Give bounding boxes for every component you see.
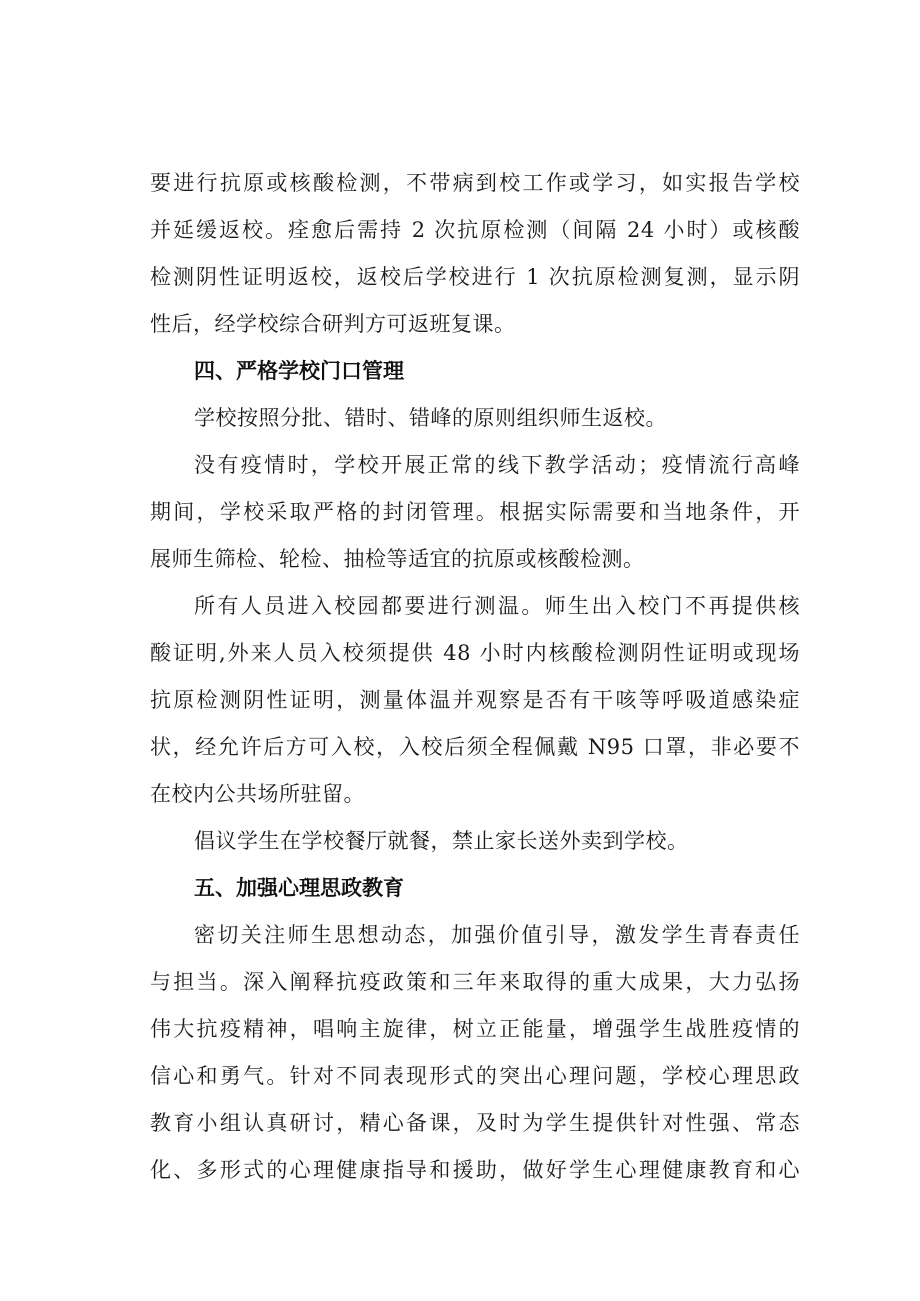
paragraph-line: 酸证明,外来人员入校须提供 48 小时内核酸检测阴性证明或现场	[150, 641, 800, 665]
paragraph-line: 信心和勇气。针对不同表现形式的突出心理问题，学校心理思政	[150, 1064, 800, 1088]
paragraph-line: 化、多形式的心理健康指导和援助，做好学生心理健康教育和心	[150, 1158, 800, 1182]
section-heading-5: 五、加强心理思政教育	[194, 876, 404, 900]
paragraph-line: 所有人员进入校园都要进行测温。师生出入校门不再提供核	[194, 594, 800, 618]
paragraph-line: 要进行抗原或核酸检测，不带病到校工作或学习，如实报告学校	[150, 171, 800, 195]
paragraph-line: 与担当。深入阐释抗疫政策和三年来取得的重大成果，大力弘扬	[150, 970, 800, 994]
paragraph-line: 检测阴性证明返校，返校后学校进行 1 次抗原检测复测，显示阴	[150, 265, 800, 289]
paragraph-line: 期间，学校采取严格的封闭管理。根据实际需要和当地条件，开	[150, 500, 800, 524]
paragraph-line: 学校按照分批、错时、错峰的原则组织师生返校。	[194, 406, 667, 430]
paragraph-line: 没有疫情时，学校开展正常的线下教学活动；疫情流行高峰	[194, 453, 800, 477]
document-body	[150, 160, 800, 1194]
paragraph-line: 密切关注师生思想动态，加强价值引导，激发学生青春责任	[194, 923, 800, 947]
paragraph-line: 倡议学生在学校餐厅就餐，禁止家长送外卖到学校。	[194, 829, 689, 853]
paragraph-line: 抗原检测阴性证明，测量体温并观察是否有干咳等呼吸道感染症	[150, 688, 800, 712]
paragraph-line: 在校内公共场所驻留。	[150, 782, 365, 806]
paragraph-line: 教育小组认真研讨，精心备课，及时为学生提供针对性强、常态	[150, 1111, 800, 1135]
paragraph-line: 并延缓返校。痊愈后需持 2 次抗原检测（间隔 24 小时）或核酸	[150, 218, 800, 242]
paragraph-line: 伟大抗疫精神，唱响主旋律，树立正能量，增强学生战胜疫情的	[150, 1017, 800, 1041]
paragraph-line: 性后，经学校综合研判方可返班复课。	[150, 312, 516, 336]
paragraph-line: 展师生筛检、轮检、抽检等适宜的抗原或核酸检测。	[150, 547, 645, 571]
paragraph-line: 状，经允许后方可入校，入校后须全程佩戴 N95 口罩，非必要不	[150, 735, 800, 759]
section-heading-4: 四、严格学校门口管理	[194, 359, 404, 383]
